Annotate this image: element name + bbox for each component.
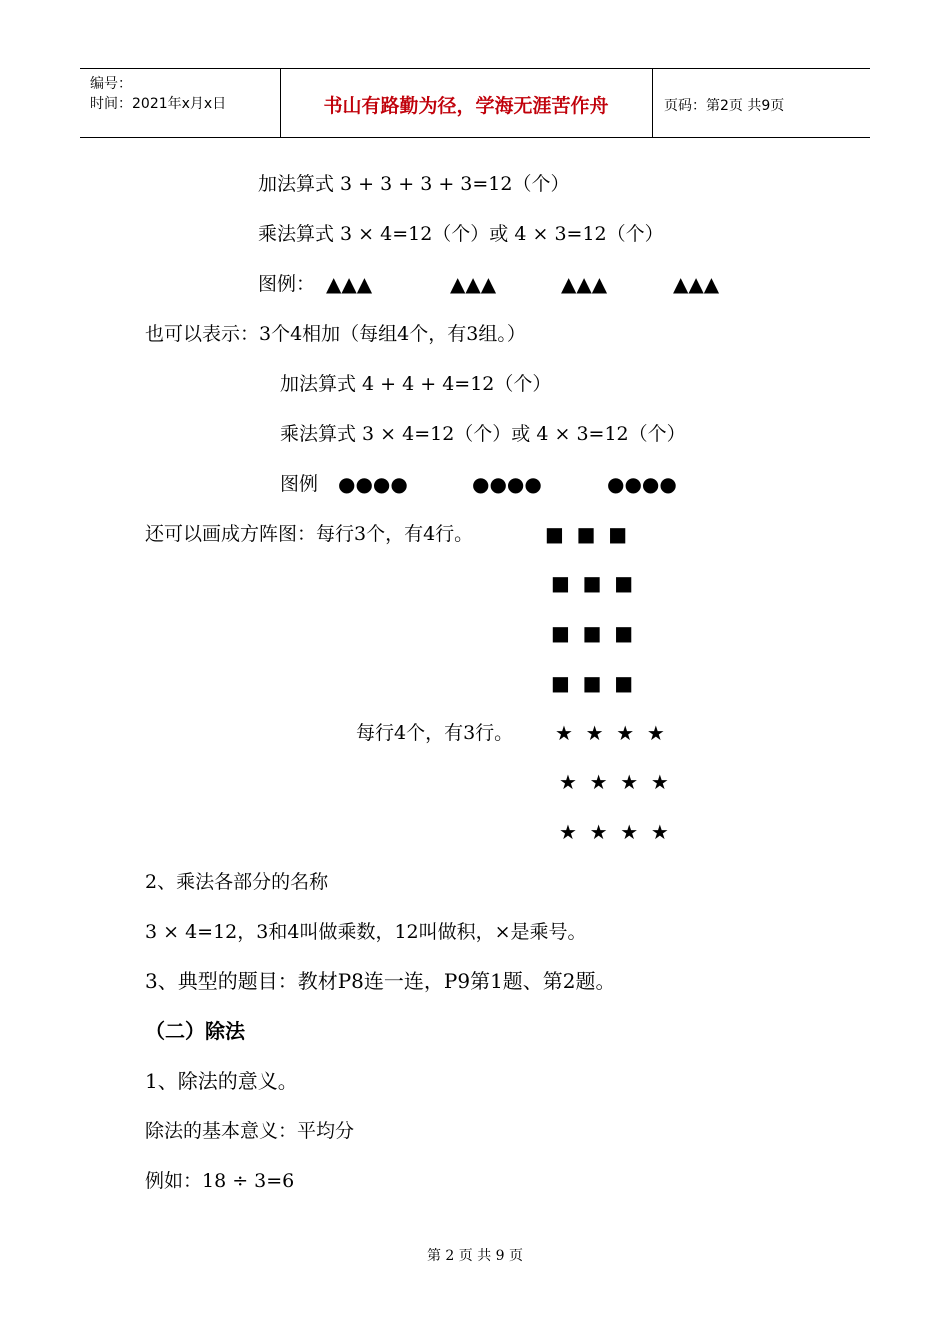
time-label: 时间：2021年x月x日 [90, 96, 227, 112]
multiplication-expression-1: 乘法算式 3 × 4=12（个）或 4 × 3=12（个） [258, 223, 664, 245]
division-basic-meaning: 除法的基本意义：平均分 [145, 1120, 355, 1142]
header-left-cell [80, 69, 281, 137]
header-motto: 书山有路勤为径，学海无涯苦作舟 [323, 95, 609, 117]
triangle-group: ▲▲▲ [673, 272, 720, 296]
header-page-info: 页码：第2页 共9页 [664, 98, 785, 114]
number-label: 编号： [90, 76, 132, 92]
legend-1-label: 图例： [258, 273, 316, 295]
circle-group: ●●●● [472, 472, 542, 496]
array-intro-text: 还可以画成方阵图：每行3个，有4行。 [145, 523, 474, 545]
triangle-group: ▲▲▲ [450, 272, 497, 296]
row-4-intro-text: 每行4个，有3行。 [356, 722, 514, 744]
star-row: ★ ★ ★ ★ [559, 820, 669, 844]
division-heading: （二）除法 [145, 1019, 245, 1043]
page-footer: 第 2 页 共 9 页 [426, 1248, 524, 1264]
section-3-text: 3、典型的题目：教材P8连一连，P9第1题、第2题。 [145, 969, 616, 993]
multiplication-expression-2: 乘法算式 3 × 4=12（个）或 4 × 3=12（个） [280, 423, 686, 445]
square-row: ■ ■ ■ [551, 671, 634, 695]
square-row: ■ ■ ■ [551, 571, 634, 595]
division-example: 例如：18 ÷ 3=6 [145, 1170, 295, 1192]
square-row: ■ ■ ■ [545, 522, 628, 546]
star-row: ★ ★ ★ ★ [555, 721, 665, 745]
also-represent-text: 也可以表示：3个4相加（每组4个，有3组。） [145, 323, 526, 345]
section-2-text: 3 × 4=12，3和4叫做乘数，12叫做积，×是乘号。 [145, 921, 587, 943]
header-middle-cell [280, 69, 653, 137]
square-row: ■ ■ ■ [551, 621, 634, 645]
division-meaning-title: 1、除法的意义。 [145, 1069, 298, 1093]
page-header [80, 68, 870, 138]
section-2-title: 2、乘法各部分的名称 [145, 871, 329, 893]
addition-expression-2: 加法算式 4 + 4 + 4=12（个） [280, 373, 552, 395]
star-row: ★ ★ ★ ★ [559, 770, 669, 794]
header-right-cell [652, 69, 870, 137]
circle-group: ●●●● [607, 472, 677, 496]
triangle-group: ▲▲▲ [326, 272, 373, 296]
legend-2-label: 图例 [280, 473, 319, 495]
triangle-group: ▲▲▲ [561, 272, 608, 296]
circle-group: ●●●● [338, 472, 408, 496]
addition-expression-1: 加法算式 3 + 3 + 3 + 3=12（个） [258, 173, 570, 195]
